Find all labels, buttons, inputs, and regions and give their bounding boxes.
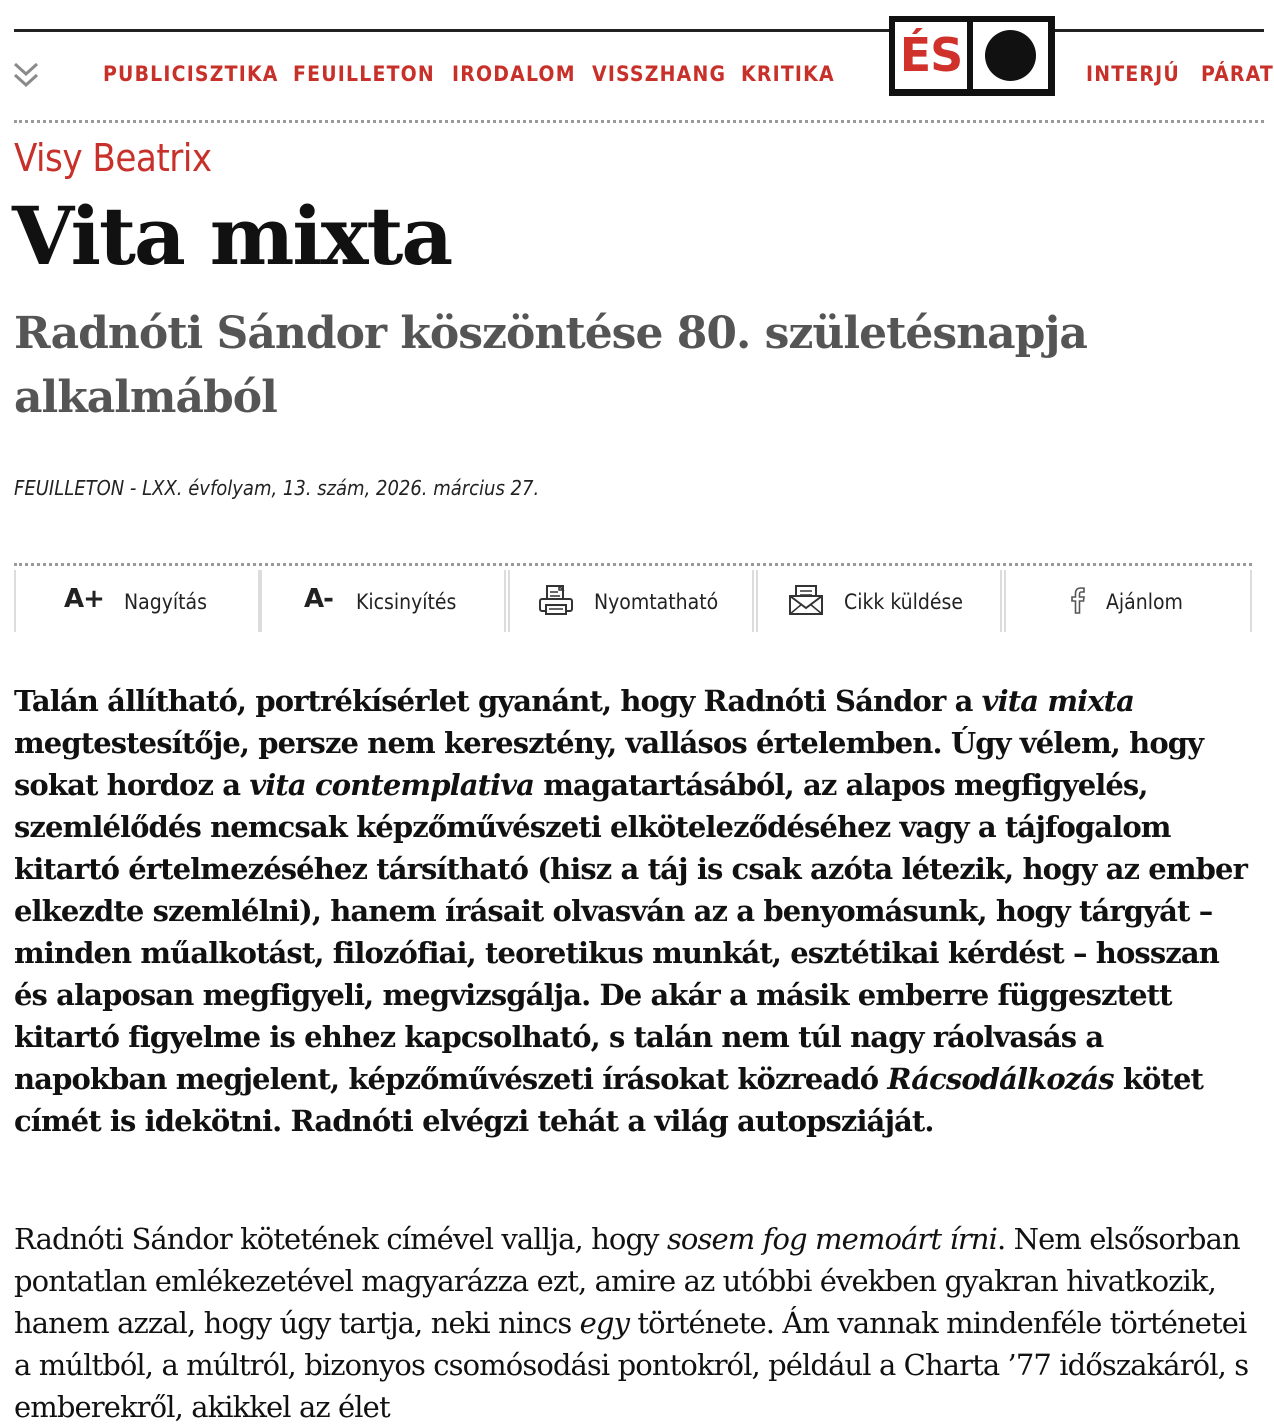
nav-link-feuilleton[interactable]: FEUILLETON (293, 62, 435, 86)
paragraph-emphasis: sosem fog memoárt írni (666, 1222, 997, 1256)
main-navigation (0, 28, 1274, 120)
nav-link-parat[interactable]: PÁRAT (1201, 62, 1274, 86)
lead-emphasis: vita mixta (981, 684, 1134, 718)
tools-divider (14, 563, 1252, 566)
text-shrink-icon: A- (304, 584, 333, 614)
lead-emphasis: Rácsodálkozás (887, 1062, 1114, 1096)
send-article-label: Cikk küldése (844, 590, 963, 614)
article-subtitle: Radnóti Sándor köszöntése 80. születésnapja alkalmából (14, 308, 1087, 423)
print-icon (538, 584, 574, 616)
enlarge-text-label: Nagyítás (124, 590, 207, 614)
lead-emphasis: vita contemplativa (249, 768, 535, 802)
facebook-icon (1066, 584, 1090, 616)
email-icon (788, 584, 826, 616)
nav-link-visszhang[interactable]: VISSZHANG (592, 62, 727, 86)
paragraph-emphasis: egy (579, 1306, 630, 1340)
article-lead: Talán állítható, portrékísérlet gyanánt, hogy Radnóti Sándor a vita mixta megtestesítője, persze nem keresztény, vallásos értelemben. Úgy vélem, hogy sokat hordoz a vita contemplativa magatartásából, az alapos megfigyelés, szemlélődés nemcsak képzőművészeti elköteleződéséhez vagy a tájfogalom kitartó értelmezéséhez társítható (hisz a táj is csak azóta létezik, hogy az ember elkezdte szemlélni), hanem írásait olvasván az a benyomásunk, hogy tárgyát – minden műalkotást, filozófiai, teoretikus munkát, esztétikai kérdést – hosszan és alaposan megfigyeli, megvizsgálja. De akár a másik emberre függesztett kitartó figyelme is ehhez kapcsolható, s talán nem túl nagy ráolvasás a napokban megjelent, képzőművészeti írásokat közreadó Rácsodálkozás kötet címét is idekötni. Radnóti elvégzi tehát a világ autopsziáját. (14, 684, 1247, 1138)
shrink-text-label: Kicsinyítés (356, 590, 457, 614)
text-enlarge-icon: A+ (64, 584, 104, 614)
send-article-button[interactable] (756, 570, 1002, 632)
nav-link-publicisztika[interactable]: PUBLICISZTIKA (103, 62, 279, 86)
logo-text: ÉS (895, 22, 967, 89)
logo-dot-panel (973, 22, 1048, 89)
recommend-button[interactable] (1004, 570, 1252, 632)
logo-dot-icon (985, 30, 1036, 81)
enlarge-text-button[interactable] (14, 570, 260, 632)
print-button[interactable] (508, 570, 754, 632)
article-tools (14, 570, 1252, 632)
article-title: Vita mixta (12, 189, 452, 283)
article-author[interactable]: Visy Beatrix (14, 136, 212, 180)
recommend-label: Ajánlom (1106, 590, 1183, 614)
print-label: Nyomtatható (594, 590, 719, 614)
nav-link-kritika[interactable]: KRITIKA (741, 62, 835, 86)
es-logo[interactable] (889, 16, 1055, 96)
nav-divider (14, 120, 1264, 123)
nav-link-interju[interactable]: INTERJÚ (1086, 62, 1180, 86)
article-paragraph: Radnóti Sándor kötetének címével vallja, hogy sosem fog memoárt írni. Nem elsősorban pontatlan emlékezetével magyarázza ezt, amire az utóbbi években gyakran hivatkozik, hanem azzal, hogy úgy tartja, neki nincs egy története. Ám vannak mindenféle történetei a múltból, a múltról, bizonyos csomósodási pontokról, például a Charta ’77 időszakáról, s emberekről, akikkel az élet (14, 1222, 1249, 1424)
nav-link-irodalom[interactable]: IRODALOM (452, 62, 576, 86)
double-chevron-down-icon[interactable] (12, 60, 40, 90)
article-meta: FEUILLETON - LXX. évfolyam, 13. szám, 2026. március 27. (14, 476, 540, 500)
shrink-text-button[interactable] (260, 570, 506, 632)
